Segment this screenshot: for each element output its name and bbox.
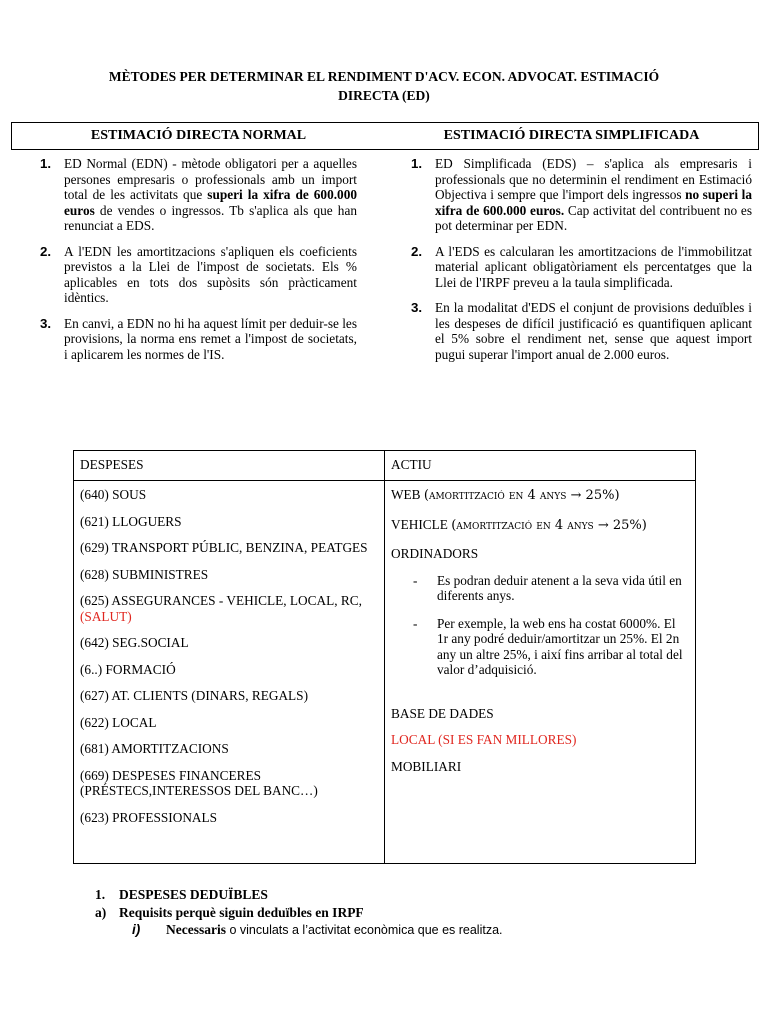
actiu-cell	[385, 481, 696, 864]
heading-text: DESPESES DEDUÏBLES	[119, 887, 268, 902]
edn-column	[40, 156, 357, 372]
bullet-text: Per exemple, la web ens ha costat 6000%. El 1r any podré deduir/amortitzar un 25%. El 2n any un altre 25%, i així fins arribar al total del valor d’adquisició.	[437, 615, 683, 677]
requirement-text	[166, 921, 503, 940]
actiu-bullet	[391, 616, 689, 678]
despesa-line: (669) DESPESES FINANCERES (PRÉSTECS,INTERESSOS DEL BANC…)	[80, 767, 318, 798]
item-text-post: de vendes o ingressos. Tb s'aplica als que han renunciat a EDS.	[64, 202, 357, 233]
subheading-letter: a)	[95, 904, 107, 920]
actiu-local: LOCAL (SI ES FAN MILLORES)	[391, 732, 577, 747]
item-text: En la modalitat d'EDS el conjunt de provisions deduïbles i les despeses de difícil justificació es quantifiquen aplicant el 5% sobre el rendiment net, sense que aquest import pugui superar l'import anual de 2.000 euros.	[435, 300, 752, 362]
item-number: 3.	[411, 300, 423, 315]
despesa-line: (681) AMORTITZACIONS	[80, 741, 229, 756]
item-text	[435, 156, 752, 234]
item-text-bold: no superi la xifra de 600.000 euros.	[435, 187, 752, 218]
despesa-line: (629) TRANSPORT PÚBLIC, BENZINA, PEATGES	[80, 540, 368, 555]
despesa-line: (642) SEG.SOCIAL	[80, 635, 189, 650]
item-number: 2.	[411, 243, 423, 259]
bullet-dash: -	[413, 615, 418, 631]
requirement-row	[95, 921, 695, 940]
expenses-assets-table	[73, 450, 696, 864]
bullet-dash: -	[413, 572, 418, 588]
deductible-expenses-section	[95, 886, 695, 940]
item-text-pre: ED Simplificada (EDS) – s'aplica als empresaris i professionals que no determinin el rendiment en Estimació Objectiva i sempre que l'import dels ingressos	[435, 156, 752, 202]
requirement-rest: o vinculats a l’activitat econòmica que es realitza.	[225, 923, 503, 937]
despesa-text: (625) ASSEGURANCES - VEHICLE, LOCAL, RC,	[80, 593, 362, 608]
title-line-2: DIRECTA (ED)	[338, 88, 430, 103]
actiu-web-note: (amortització en 4 anys → 25%)	[423, 488, 620, 503]
table-header-row	[74, 451, 696, 481]
edn-item	[40, 316, 357, 363]
actiu-vehicle-note: (amortització en 4 anys → 25%)	[451, 517, 647, 533]
item-number: 1.	[40, 156, 52, 171]
table-body-row	[74, 481, 696, 864]
actiu-vehicle	[391, 517, 689, 534]
eds-item	[411, 300, 752, 362]
despesa-red-text: (SALUT)	[80, 608, 132, 624]
actiu-web	[391, 487, 689, 504]
despesa-line: (623) PROFESSIONALS	[80, 809, 218, 825]
actiu-vehicle-label: VEHICLE	[391, 516, 452, 532]
actiu-mobiliari: MOBILIARI	[391, 758, 462, 774]
subheading-row	[95, 904, 695, 922]
despesa-line: (627) AT. CLIENTS (DINARS, REGALS)	[80, 688, 309, 703]
despesa-line: (621) LLOGUERS	[80, 513, 182, 529]
item-text	[64, 156, 357, 234]
item-text: A l'EDN les amortitzacions s'apliquen els coeficients previstos a la Llei de l'impost de societats. Els % aplicables en tots dos supòsits són pràcticament idèntics.	[64, 243, 357, 305]
item-text-pre: ED Normal (EDN) - mètode obligatori per a aquelles persones empresaris o professionals amb un import total de les activitats que	[64, 156, 357, 202]
section-header-bar	[11, 122, 759, 150]
title-line-1: MÈTODES PER DETERMINAR EL RENDIMENT D'ACV. ECON. ADVOCAT. ESTIMACIÓ	[108, 69, 660, 84]
subheading-text: Requisits perquè siguin deduïbles en IRPF	[119, 904, 364, 920]
actiu-bullet	[391, 573, 689, 604]
document-title	[60, 67, 708, 105]
heading-row	[95, 886, 695, 904]
eds-column	[411, 156, 752, 372]
requirement-roman: i)	[132, 922, 141, 937]
despesa-line: (628) SUBMINISTRES	[80, 566, 209, 582]
actiu-base-dades: BASE DE DADES	[391, 705, 494, 721]
despesa-line: (6..) FORMACIÓ	[80, 661, 176, 677]
requirement-bold: Necessaris	[166, 922, 226, 937]
item-number: 3.	[40, 315, 52, 331]
despeses-cell	[74, 481, 385, 864]
item-text-bold: superi la xifra de 600.000 euros	[64, 187, 357, 218]
actiu-ordinadors: ORDINADORS	[391, 546, 479, 561]
despesa-line	[80, 593, 378, 624]
bullet-text: Es podran deduir atenent a la seva vida útil en diferents anys.	[437, 572, 682, 603]
despeses-header: DESPESES	[74, 451, 385, 481]
edn-item	[40, 244, 357, 306]
actiu-web-label: WEB	[391, 487, 424, 502]
eds-item	[411, 244, 752, 291]
item-number: 1.	[411, 156, 423, 171]
item-text-post: Cap activitat del contribuent no es pot determinar per EDN.	[435, 202, 752, 233]
item-text: En canvi, a EDN no hi ha aquest límit per deduir-se les provisions, la norma ens remet a l'impost de societats, i aplicarem les normes de l'IS.	[64, 315, 357, 362]
left-section-header: ESTIMACIÓ DIRECTA NORMAL	[90, 128, 307, 143]
eds-item	[411, 156, 752, 234]
item-text: A l'EDS es calcularan les amortitzacions de l'immobilitzat material aplicant obligatòriament els percentatges que la Llei de l'IRPF preveu a la taula simplificada.	[435, 243, 752, 290]
right-section-header: ESTIMACIÓ DIRECTA SIMPLIFICADA	[443, 128, 700, 143]
despesa-line: (640) SOUS	[80, 487, 147, 502]
despesa-line: (622) LOCAL	[80, 714, 157, 730]
item-number: 2.	[40, 243, 52, 259]
heading-number: 1.	[95, 887, 106, 902]
actiu-header: ACTIU	[385, 451, 696, 481]
edn-item	[40, 156, 357, 234]
